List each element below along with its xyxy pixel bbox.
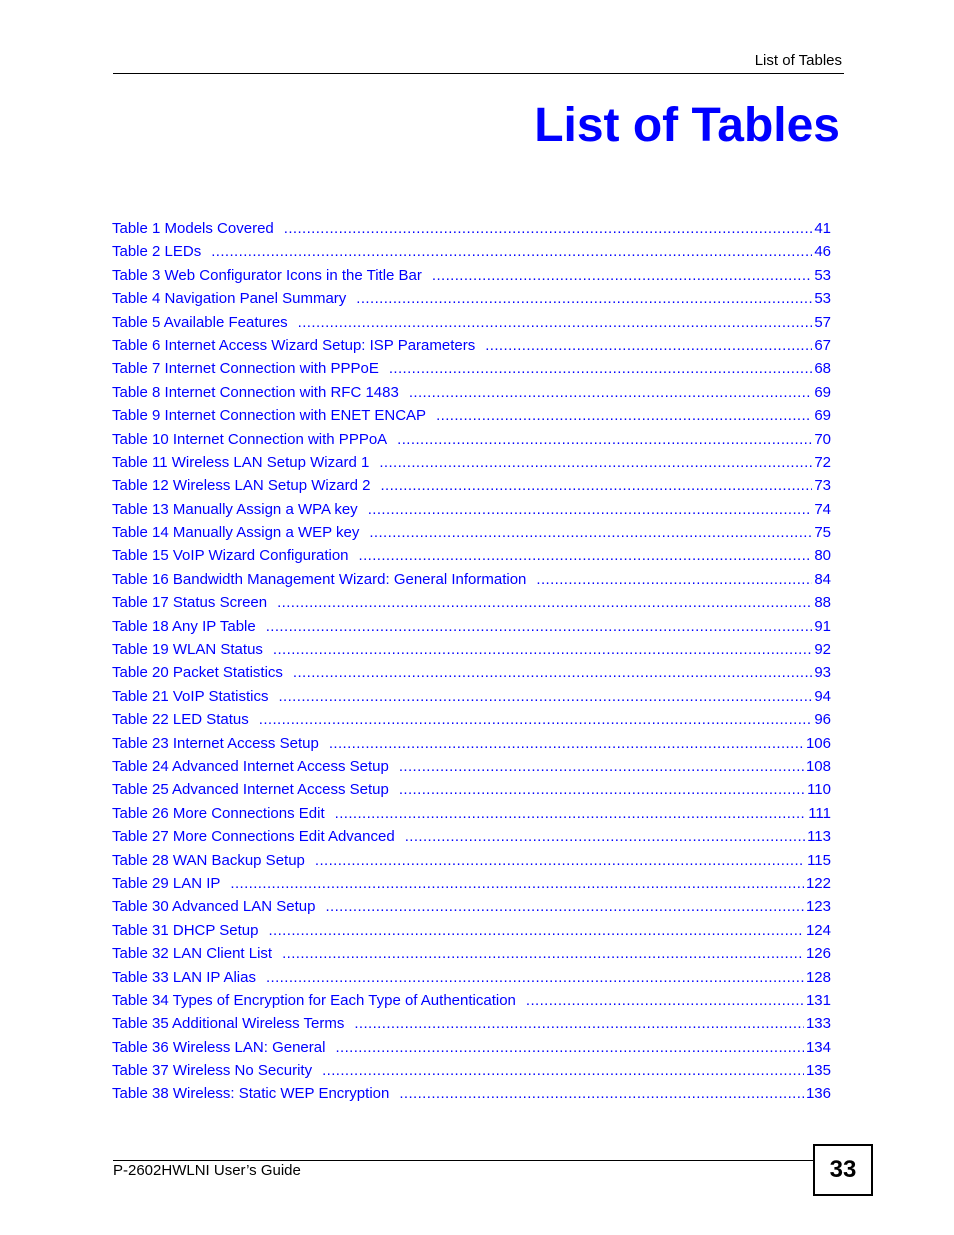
toc-entry-label[interactable]: Table 8 Internet Connection with RFC 1483 (112, 383, 399, 401)
toc-entry[interactable] (112, 311, 831, 334)
toc-entry[interactable] (112, 287, 831, 310)
toc-entry-label[interactable]: Table 2 LEDs (112, 243, 202, 261)
toc-entry-page[interactable]: 84 (814, 570, 831, 588)
toc-dot-leader (399, 755, 804, 778)
toc-entry-page[interactable]: 122 (805, 874, 831, 892)
toc-entry-label[interactable]: Table 34 Types of Encryption for Each Type of Authentication (112, 991, 516, 1009)
toc-dot-leader (335, 1036, 804, 1059)
toc-dot-leader (409, 381, 812, 404)
toc-entry[interactable] (112, 428, 831, 451)
toc-entry[interactable] (112, 240, 831, 263)
toc-dot-leader (526, 989, 804, 1012)
toc-dot-leader (354, 1012, 804, 1035)
toc-dot-leader (268, 919, 803, 942)
toc-entry[interactable] (112, 638, 831, 661)
toc-dot-leader (273, 638, 812, 661)
toc-entry[interactable] (112, 451, 831, 474)
toc-entry-label[interactable]: Table 36 Wireless LAN: General (112, 1038, 326, 1056)
toc-entry[interactable] (112, 849, 831, 872)
toc-entry-label[interactable]: Table 37 Wireless No Security (112, 1062, 313, 1080)
footer-guide-name: P-2602HWLNI User’s Guide (113, 1162, 301, 1179)
toc-entry[interactable] (112, 334, 831, 357)
toc-entry-page[interactable]: 123 (805, 898, 831, 916)
toc-entry-label[interactable]: Table 16 Bandwidth Management Wizard: General Information (112, 570, 527, 588)
toc-entry[interactable] (112, 404, 831, 427)
toc-dot-leader (284, 217, 813, 240)
toc-entry[interactable] (112, 521, 831, 544)
toc-dot-leader (432, 264, 812, 287)
toc-entry[interactable] (112, 544, 831, 567)
toc-entry-label[interactable]: Table 11 Wireless LAN Setup Wizard 1 (112, 453, 370, 471)
toc-entry[interactable] (112, 989, 831, 1012)
toc-entry[interactable] (112, 942, 831, 965)
toc-entry[interactable] (112, 568, 831, 591)
toc-entry-label[interactable]: Table 29 LAN IP (112, 874, 221, 892)
toc-entry-label[interactable]: Table 24 Advanced Internet Access Setup (112, 757, 389, 775)
toc-entry[interactable] (112, 1059, 831, 1082)
toc-entry-page[interactable]: 70 (814, 430, 831, 448)
toc-entry-label[interactable]: Table 20 Packet Statistics (112, 664, 283, 682)
toc-entry-page[interactable]: 113 (807, 828, 831, 846)
toc-entry[interactable] (112, 1036, 831, 1059)
toc-entry-label[interactable]: Table 23 Internet Access Setup (112, 734, 319, 752)
toc-dot-leader (389, 357, 812, 380)
toc-dot-leader (397, 428, 812, 451)
toc-entry[interactable] (112, 357, 831, 380)
toc-entry-label[interactable]: Table 21 VoIP Statistics (112, 687, 269, 705)
toc-entry[interactable] (112, 732, 831, 755)
toc-entry[interactable] (112, 615, 831, 638)
toc-entry[interactable] (112, 661, 831, 684)
running-header: List of Tables (754, 52, 842, 69)
toc-entry-label[interactable]: Table 19 WLAN Status (112, 641, 263, 659)
toc-entry-page[interactable]: 135 (805, 1062, 831, 1080)
toc-entry-page[interactable]: 128 (805, 968, 831, 986)
toc-entry-page[interactable]: 67 (814, 336, 831, 354)
toc-entry-page[interactable]: 131 (805, 991, 831, 1009)
toc-entry-page[interactable]: 133 (805, 1015, 831, 1033)
toc-dot-leader (485, 334, 812, 357)
toc-entry-page[interactable]: 57 (814, 313, 831, 331)
toc-entry-page[interactable]: 68 (814, 360, 831, 378)
toc-dot-leader (322, 1059, 804, 1082)
toc-entry[interactable] (112, 825, 831, 848)
toc-entry[interactable] (112, 685, 831, 708)
toc-entry-page[interactable]: 91 (814, 617, 831, 635)
toc-entry-page[interactable]: 53 (814, 290, 831, 308)
toc-entry-label[interactable]: Table 5 Available Features (112, 313, 288, 331)
table-of-contents (112, 217, 831, 1106)
toc-entry[interactable] (112, 1012, 831, 1035)
toc-entry-label[interactable]: Table 32 LAN Client List (112, 945, 273, 963)
toc-entry-label[interactable]: Table 38 Wireless: Static WEP Encryption (112, 1085, 390, 1103)
toc-entry-label[interactable]: Table 31 DHCP Setup (112, 921, 259, 939)
toc-dot-leader (356, 287, 812, 310)
toc-entry[interactable] (112, 966, 831, 989)
toc-dot-leader (369, 521, 812, 544)
toc-dot-leader (379, 451, 812, 474)
toc-entry-label[interactable]: Table 7 Internet Connection with PPPoE (112, 360, 379, 378)
toc-entry-page[interactable]: 106 (805, 734, 831, 752)
toc-entry-page[interactable]: 110 (807, 781, 831, 799)
toc-dot-leader (335, 802, 807, 825)
toc-dot-leader (380, 474, 812, 497)
page-title: List of Tables (534, 99, 840, 152)
toc-entry-label[interactable]: Table 4 Navigation Panel Summary (112, 290, 347, 308)
toc-entry-label[interactable]: Table 14 Manually Assign a WEP key (112, 524, 360, 542)
toc-entry-label[interactable]: Table 1 Models Covered (112, 220, 274, 237)
toc-entry-label[interactable]: Table 27 More Connections Edit Advanced (112, 828, 395, 846)
page-number: 33 (813, 1144, 873, 1196)
toc-dot-leader (436, 404, 812, 427)
toc-dot-leader (359, 544, 813, 567)
toc-entry-label[interactable]: Table 26 More Connections Edit (112, 804, 325, 822)
toc-entry-label[interactable]: Table 35 Additional Wireless Terms (112, 1015, 345, 1033)
toc-entry-page[interactable]: 115 (807, 851, 831, 869)
toc-dot-leader (315, 849, 805, 872)
toc-dot-leader (405, 825, 805, 848)
toc-entry-label[interactable]: Table 22 LED Status (112, 711, 249, 729)
toc-entry-label[interactable]: Table 13 Manually Assign a WPA key (112, 500, 358, 518)
toc-entry-label[interactable]: Table 33 LAN IP Alias (112, 968, 256, 986)
toc-entry[interactable] (112, 498, 831, 521)
toc-entry-page[interactable]: 92 (814, 641, 831, 659)
toc-entry-page[interactable]: 108 (805, 757, 831, 775)
toc-dot-leader (266, 966, 804, 989)
toc-entry-label[interactable]: Table 6 Internet Access Wizard Setup: ISP Parameters (112, 336, 476, 354)
toc-entry[interactable] (112, 872, 831, 895)
toc-dot-leader (230, 872, 804, 895)
toc-entry[interactable] (112, 895, 831, 918)
toc-entry-page[interactable]: 136 (805, 1085, 831, 1103)
toc-entry-page[interactable]: 69 (814, 383, 831, 401)
toc-entry-label[interactable]: Table 10 Internet Connection with PPPoA (112, 430, 388, 448)
toc-entry-label[interactable]: Table 12 Wireless LAN Setup Wizard 2 (112, 477, 371, 495)
toc-entry-page[interactable]: 72 (814, 453, 831, 471)
toc-entry[interactable] (112, 708, 831, 731)
toc-entry-page[interactable]: 69 (814, 407, 831, 425)
header-rule (113, 73, 844, 74)
toc-dot-leader (325, 895, 803, 918)
toc-dot-leader (368, 498, 813, 521)
toc-entry-label[interactable]: Table 3 Web Configurator Icons in the Title Bar (112, 266, 422, 284)
toc-entry-page[interactable]: 53 (814, 266, 831, 284)
toc-entry-label[interactable]: Table 25 Advanced Internet Access Setup (112, 781, 389, 799)
toc-entry[interactable] (112, 381, 831, 404)
toc-entry-page[interactable]: 73 (814, 477, 831, 495)
toc-entry-page[interactable]: 126 (805, 945, 831, 963)
toc-entry[interactable] (112, 591, 831, 614)
toc-entry[interactable] (112, 755, 831, 778)
toc-entry-page[interactable]: 41 (814, 220, 831, 237)
toc-entry-page[interactable]: 94 (814, 687, 831, 705)
toc-dot-leader (211, 240, 812, 263)
toc-dot-leader (259, 708, 813, 731)
toc-entry-label[interactable]: Table 30 Advanced LAN Setup (112, 898, 316, 916)
toc-entry-label[interactable]: Table 9 Internet Connection with ENET ENCAP (112, 407, 427, 425)
toc-entry-page[interactable]: 80 (814, 547, 831, 565)
toc-entry-page[interactable]: 75 (814, 524, 831, 542)
toc-dot-leader (277, 591, 812, 614)
toc-dot-leader (293, 661, 812, 684)
toc-dot-leader (329, 732, 804, 755)
toc-entry-page[interactable]: 96 (814, 711, 831, 729)
toc-entry[interactable] (112, 778, 831, 801)
toc-entry-label[interactable]: Table 18 Any IP Table (112, 617, 256, 635)
toc-entry[interactable] (112, 802, 831, 825)
toc-entry-label[interactable]: Table 15 VoIP Wizard Configuration (112, 547, 349, 565)
toc-entry-page[interactable]: 46 (814, 243, 831, 261)
toc-entry[interactable] (112, 474, 831, 497)
toc-entry[interactable] (112, 264, 831, 287)
toc-entry-page[interactable]: 134 (805, 1038, 831, 1056)
toc-entry-page[interactable]: 74 (814, 500, 831, 518)
toc-entry-page[interactable]: 93 (814, 664, 831, 682)
toc-entry[interactable] (112, 217, 831, 240)
toc-dot-leader (298, 311, 813, 334)
toc-dot-leader (399, 1082, 804, 1105)
toc-dot-leader (278, 685, 812, 708)
toc-entry[interactable] (112, 1082, 831, 1105)
toc-entry-label[interactable]: Table 28 WAN Backup Setup (112, 851, 305, 869)
toc-entry-page[interactable]: 111 (808, 804, 831, 822)
toc-entry-label[interactable]: Table 17 Status Screen (112, 594, 268, 612)
toc-dot-leader (266, 615, 813, 638)
toc-entry[interactable] (112, 919, 831, 942)
toc-dot-leader (282, 942, 804, 965)
toc-entry-page[interactable]: 124 (805, 921, 831, 939)
toc-entry-page[interactable]: 88 (814, 594, 831, 612)
toc-dot-leader (536, 568, 812, 591)
toc-dot-leader (399, 778, 805, 801)
